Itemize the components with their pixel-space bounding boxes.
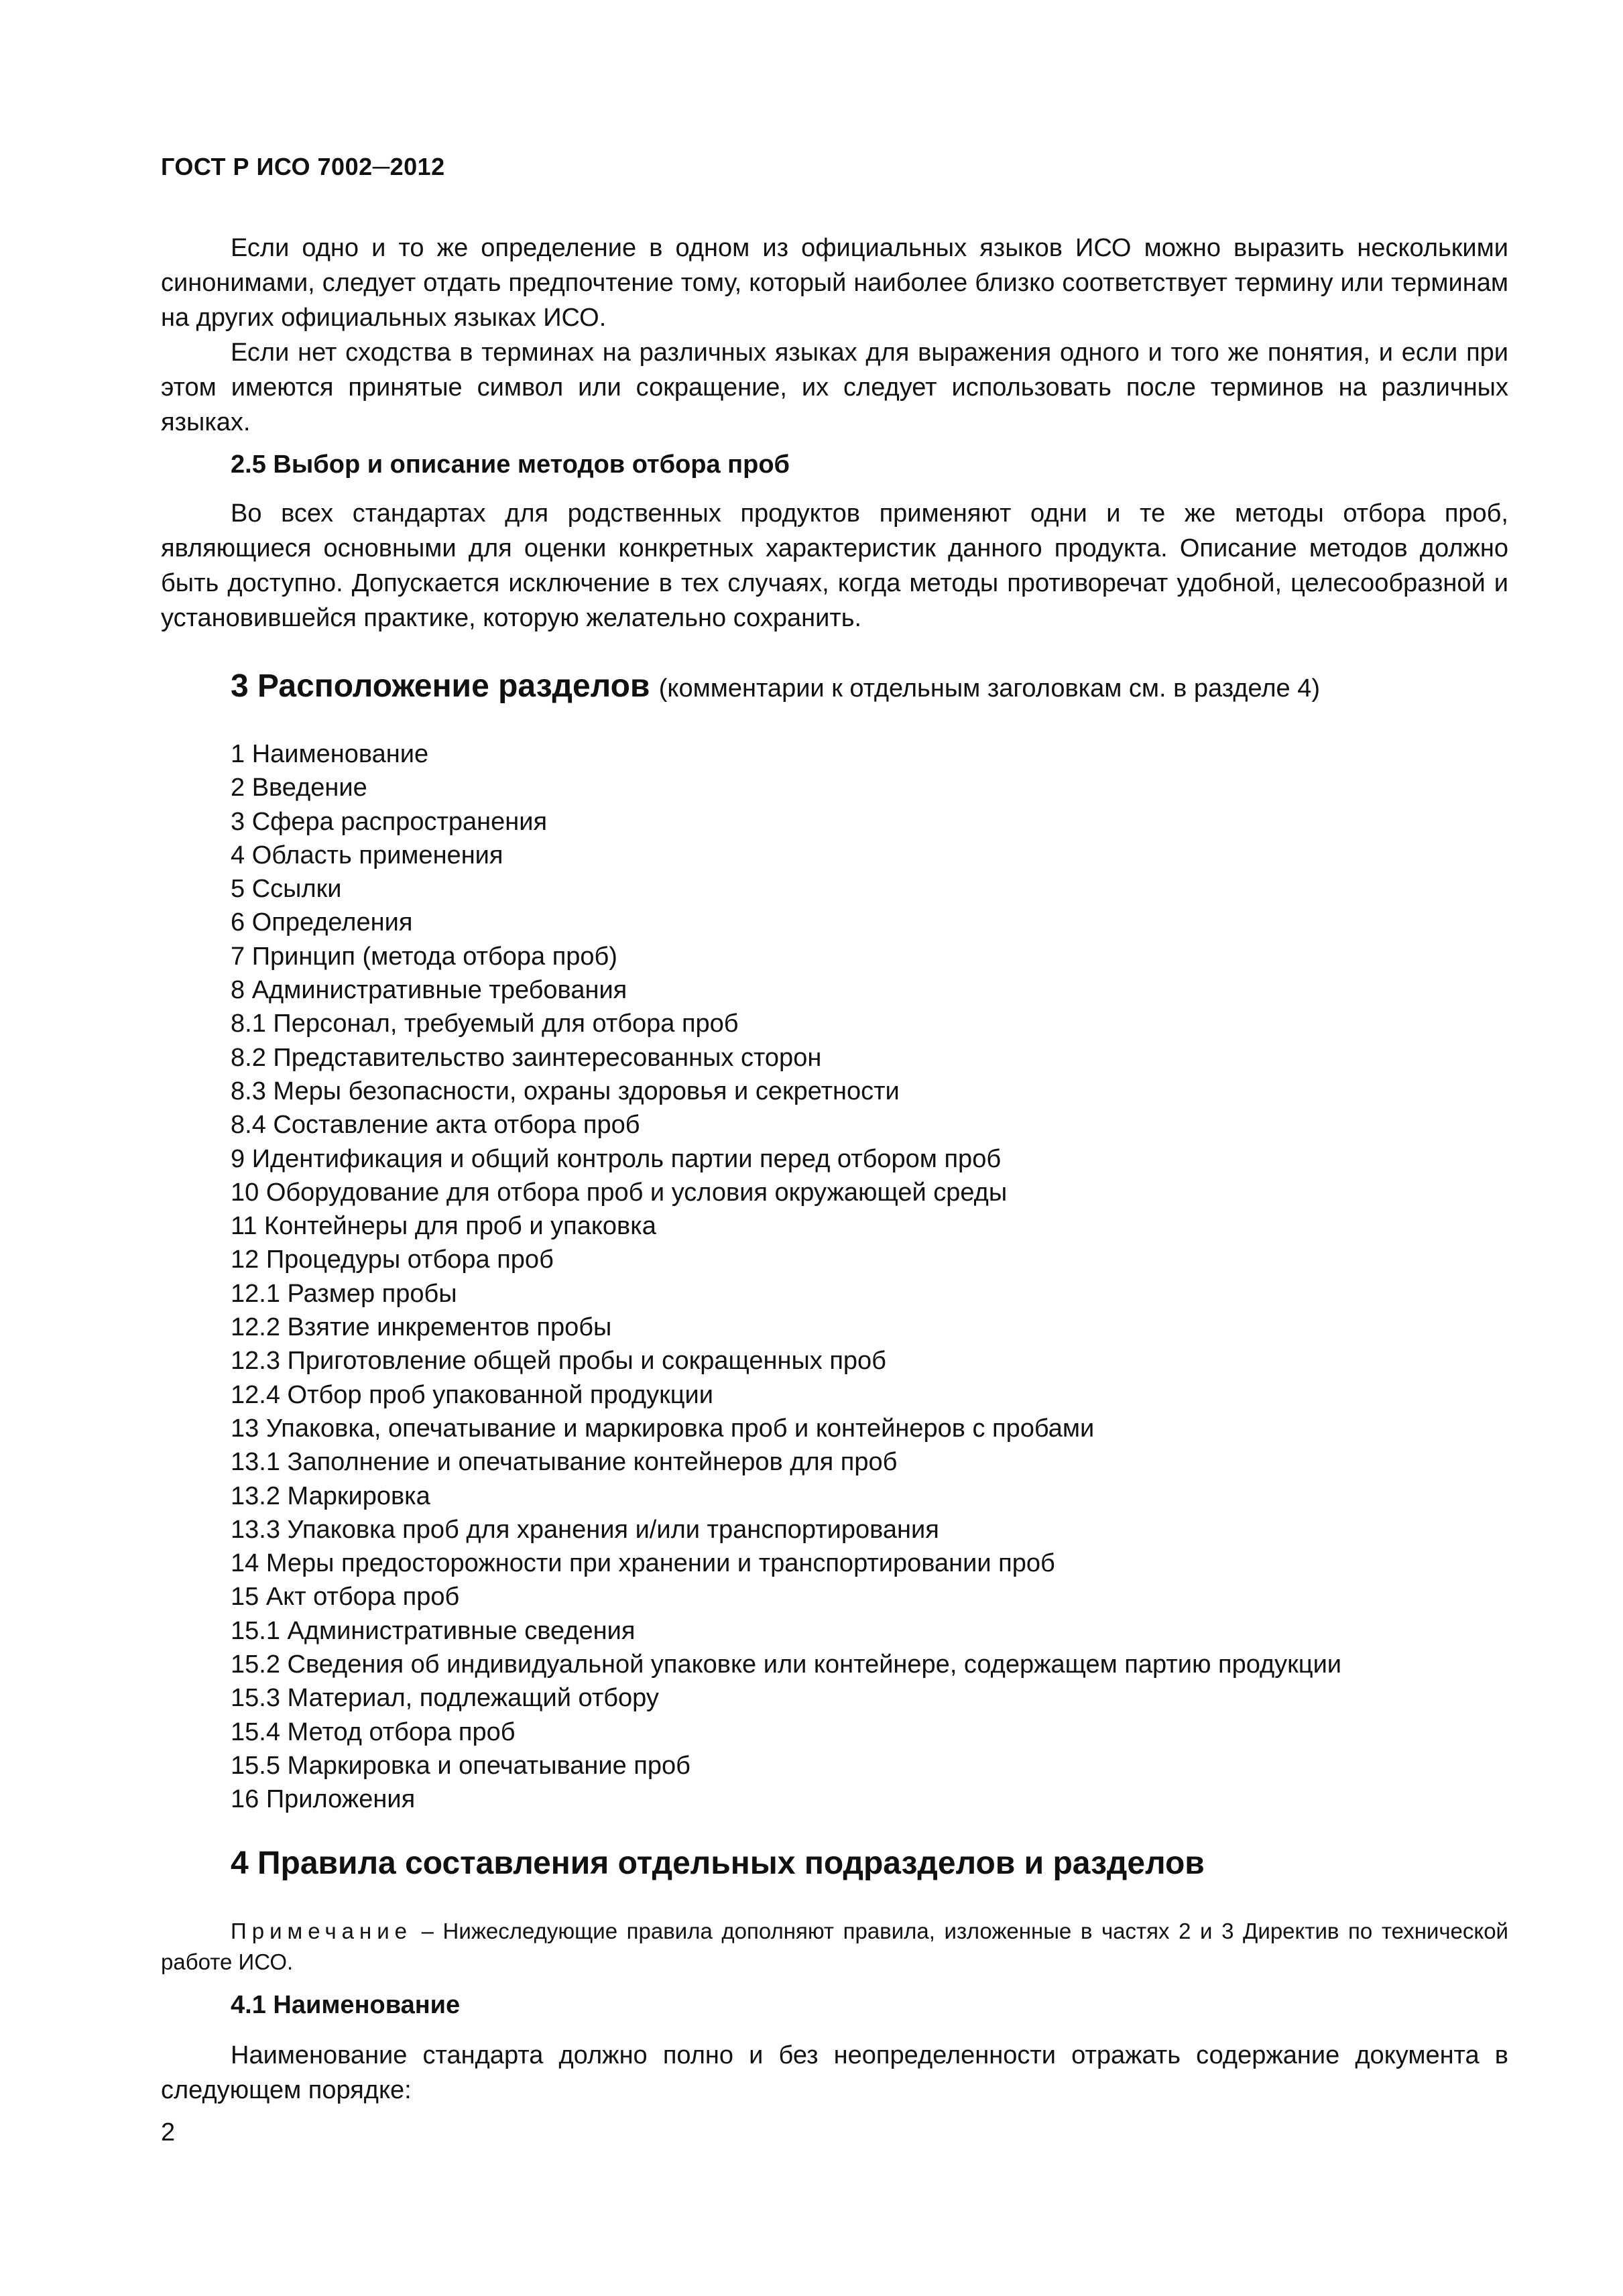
section-list-item: 15 Акт отбора проб — [231, 1583, 460, 1612]
section-3-title — [161, 668, 1578, 705]
document-header: ГОСТ Р ИСО 7002─2012 — [161, 153, 445, 180]
section-list-item: 8 Административные требования — [231, 976, 627, 1005]
section-list-item: 11 Контейнеры для проб и упаковка — [231, 1212, 656, 1241]
section-list-item: 3 Сфера распространения — [231, 807, 548, 836]
section-list-item: 8.4 Составление акта отбора проб — [231, 1111, 640, 1140]
section-list-item: 15.4 Метод отбора проб — [231, 1717, 516, 1746]
intro-paragraph-2: Если нет сходства в терминах на различных языках для выражения одного и того же понятия, и если при этом имеются принятые символ или сокращение, их следует использовать после терминов на различных языках. — [161, 339, 1508, 436]
section-list-item: 15.2 Сведения об индивидуальной упаковке или контейнере, содержащем партию продукции — [231, 1650, 1342, 1679]
subsection-4-1-body: Наименование стандарта должно полно и без неопределенности отражать содержание документа в следующем порядке: — [161, 2041, 1508, 2104]
intro-paragraph-1: Если одно и то же определение в одном из официальных языков ИСО можно выразить несколькими синонимами, следует отдать предпочтение тому, который наиболее близко соответствует термину или терминам на других официальных языках ИСО. — [161, 234, 1508, 332]
page-number: 2 — [161, 2118, 176, 2147]
section-list-item: 12.1 Размер пробы — [231, 1279, 457, 1308]
subsection-2-5-body: Во всех стандартах для родственных продуктов применяют одни и те же методы отбора проб, являющиеся основными для оценки конкретных характеристик данного продукта. Описание методов должно быть доступно. Допускается исключение в тех случаях, когда методы противоречат удобной, целесообразной и установившейся практике, которую желательно сохранить. — [161, 499, 1508, 632]
section-list-item: 12.3 Приготовление общей пробы и сокращенных проб — [231, 1347, 886, 1376]
section-list-item: 13.1 Заполнение и опечатывание контейнеров для проб — [231, 1448, 898, 1477]
section-list-item: 15.3 Материал, подлежащий отбору — [231, 1684, 659, 1713]
note-paragraph — [161, 1916, 1508, 1978]
section-list-item: 13.2 Маркировка — [231, 1482, 430, 1510]
section-list-item: 10 Оборудование для отбора проб и условия окружающей среды — [231, 1178, 1008, 1207]
section-list-item: 15.5 Маркировка и опечатывание проб — [231, 1751, 690, 1780]
section-list-item: 6 Определения — [231, 908, 413, 937]
section-list-item: 13 Упаковка, опечатывание и маркировка проб и контейнеров с пробами — [231, 1414, 1095, 1443]
section-list-item: 16 Приложения — [231, 1785, 416, 1814]
section-list-item: 12 Процедуры отбора проб — [231, 1246, 554, 1274]
section-list-item: 8.2 Представительство заинтересованных сторон — [231, 1043, 822, 1072]
subsection-4-1-title: 4.1 Наименование — [231, 1991, 461, 2019]
intro-block — [161, 231, 1508, 440]
section-list-item: 7 Принцип (метода отбора проб) — [231, 942, 617, 971]
section-3-aside: (комментарии к отдельным заголовкам см. в разделе 4) — [658, 674, 1321, 703]
section-list-item: 4 Область применения — [231, 841, 503, 869]
section-list-item: 13.3 Упаковка проб для хранения и/или транспортирования — [231, 1515, 939, 1544]
section-list-item: 5 Ссылки — [231, 875, 342, 904]
subsection-2-5-title: 2.5 Выбор и описание методов отбора проб — [231, 450, 790, 479]
section-list-item: 2 Введение — [231, 774, 367, 802]
section-list-item: 12.2 Взятие инкрементов пробы — [231, 1313, 612, 1342]
section-list-item: 8.1 Персонал, требуемый для отбора проб — [231, 1010, 739, 1038]
note-label: Примечание — [231, 1919, 413, 1943]
section-3-heading: 3 Расположение разделов — [231, 668, 650, 704]
section-list-item: 12.4 Отбор проб упакованной продукции — [231, 1380, 713, 1409]
note-text: – Нижеследующие правила дополняют правила, изложенные в частях 2 и 3 Директив по технической работе ИСО. — [161, 1919, 1508, 1974]
section-list-item: 1 Наименование — [231, 740, 429, 768]
section-list-item: 15.1 Административные сведения — [231, 1616, 636, 1645]
section-list-item: 9 Идентификация и общий контроль партии перед отбором проб — [231, 1144, 1002, 1173]
section-list — [231, 737, 1341, 1817]
section-list-item: 8.3 Меры безопасности, охраны здоровья и секретности — [231, 1077, 900, 1105]
section-4-title: 4 Правила составления отдельных подразделов и разделов — [231, 1846, 1205, 1881]
section-list-item: 14 Меры предосторожности при хранении и транспортировании проб — [231, 1549, 1055, 1578]
